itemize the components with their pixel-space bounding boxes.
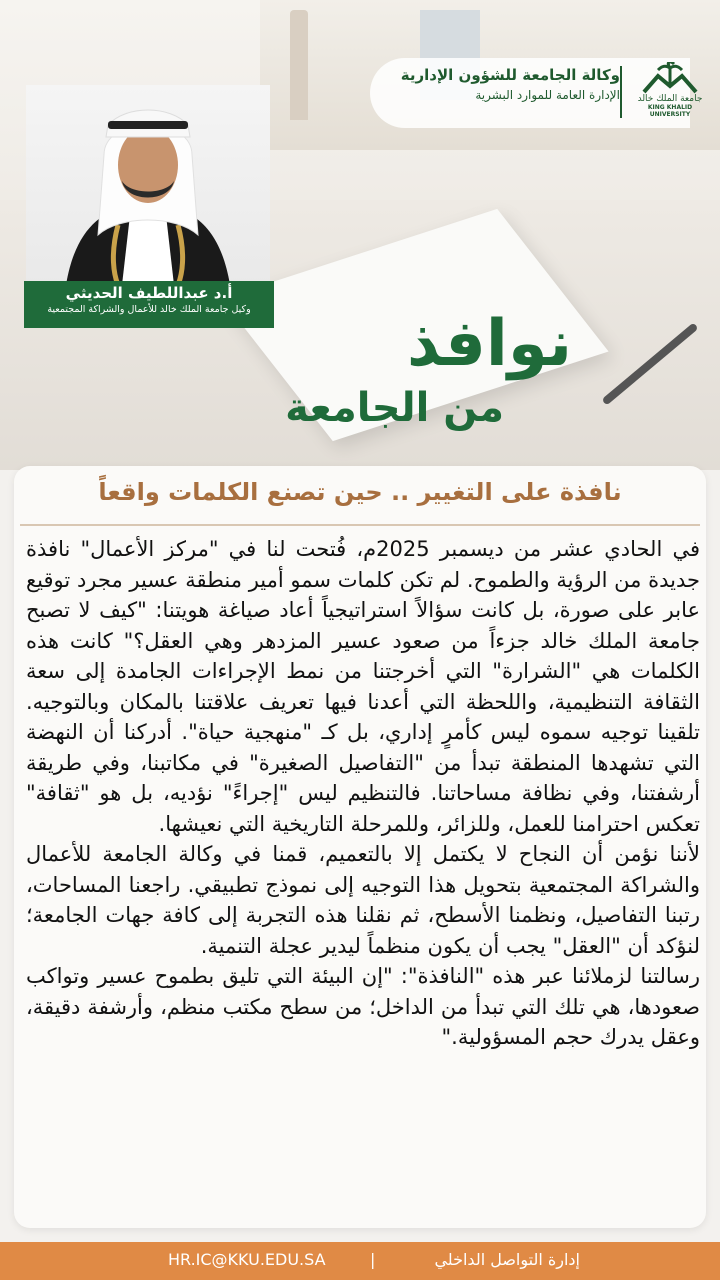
logo-arabic-text: جامعة الملك خالد [637, 94, 703, 104]
agency-name: وكالة الجامعة للشؤون الإدارية [400, 66, 620, 84]
brand-title: نوافذ [407, 307, 572, 381]
person-portrait-icon [26, 85, 270, 285]
university-logo [632, 62, 708, 122]
article-paragraph: رسالتنا لزملائنا عبر هذه "النافذة": "إن البيئة التي تليق بطموح عسير وتواكب صعودها، هي تلك التي تبدأ من الداخل؛ من سطح مكتب منظم، وأرشفة دقيقة، وعقل يدرك حجم المسؤولية." [26, 964, 700, 1049]
header-divider [620, 66, 622, 118]
person-role: وكيل جامعة الملك خالد للأعمال والشراكة المجتمعية [47, 304, 251, 315]
name-card [24, 281, 274, 328]
palm-logo-icon [640, 62, 700, 94]
person-name: أ.د عبداللطيف الحديثي [65, 284, 233, 302]
footer-bar [0, 1242, 720, 1280]
footer-separator: | [370, 1250, 376, 1269]
footer-department: إدارة التواصل الداخلي [434, 1250, 580, 1269]
brand-subtitle: من الجامعة [285, 385, 504, 431]
article-paragraph: في الحادي عشر من ديسمبر 2025م، فُتحت لنا في "مركز الأعمال" نافذة جديدة من الرؤية والطموح. لم تكن كلمات سمو أمير منطقة عسير مجرد توقيع عابر على صورة، بل كانت سؤالاً استراتيجياً أعاد صياغة هويتنا: "كيف لا تصبح جامعة الملك خالد جزءاً من صعود عسير المزدهر وهي العقل؟" كانت هذه الكلمات هي "الشرارة" التي أخرجتنا من نمط الإجراءات الجامدة إلى سعة الثقافة التنظيمية، واللحظة التي أعدنا فيها تعريف علاقتنا بالمكان وبالتوجيه. تلقينا توجيه سموه ليس كأمرٍ إداري، بل كـ "منهجية حياة". أدركنا أن النهضة التي تشهدها المنطقة تبدأ من "التفاصيل الصغيرة" في مكاتبنا، وفي طريقة أرشفتنا، وفي نظافة مساحاتنا. فالتنظيم ليس "إجراءً" نؤديه، بل هو "ثقافة" تعكس احترامنا للعمل، وللزائر، وللمرحلة التاريخية التي نعيشها. [26, 537, 700, 836]
article-title: نافذة على التغيير .. حين تصنع الكلمات واقعاً [98, 478, 622, 506]
department-name: الإدارة العامة للموارد البشرية [475, 88, 620, 102]
title-divider [20, 524, 700, 526]
footer-email-link[interactable]: HR.IC@KKU.EDU.SA [168, 1250, 326, 1269]
article-paragraph: لأننا نؤمن أن النجاح لا يكتمل إلا بالتعميم، قمنا في وكالة الجامعة للأعمال والشراكة المجتمعية بتحويل هذا التوجيه إلى نموذج تطبيقي. راجعنا المساحات، رتبنا التفاصيل، ونظمنا الأسطح، ثم نقلنا هذه التجربة إلى كافة جهات الجامعة؛ لنؤكد أن "العقل" يجب أن يكون منظماً ليدير عجلة التنمية. [26, 842, 700, 958]
portrait-photo [26, 85, 270, 285]
tower-graphic [290, 10, 308, 120]
header-text [401, 66, 620, 102]
logo-english-text: KING KHALID UNIVERSITY [647, 104, 693, 118]
article-body [26, 534, 700, 1053]
